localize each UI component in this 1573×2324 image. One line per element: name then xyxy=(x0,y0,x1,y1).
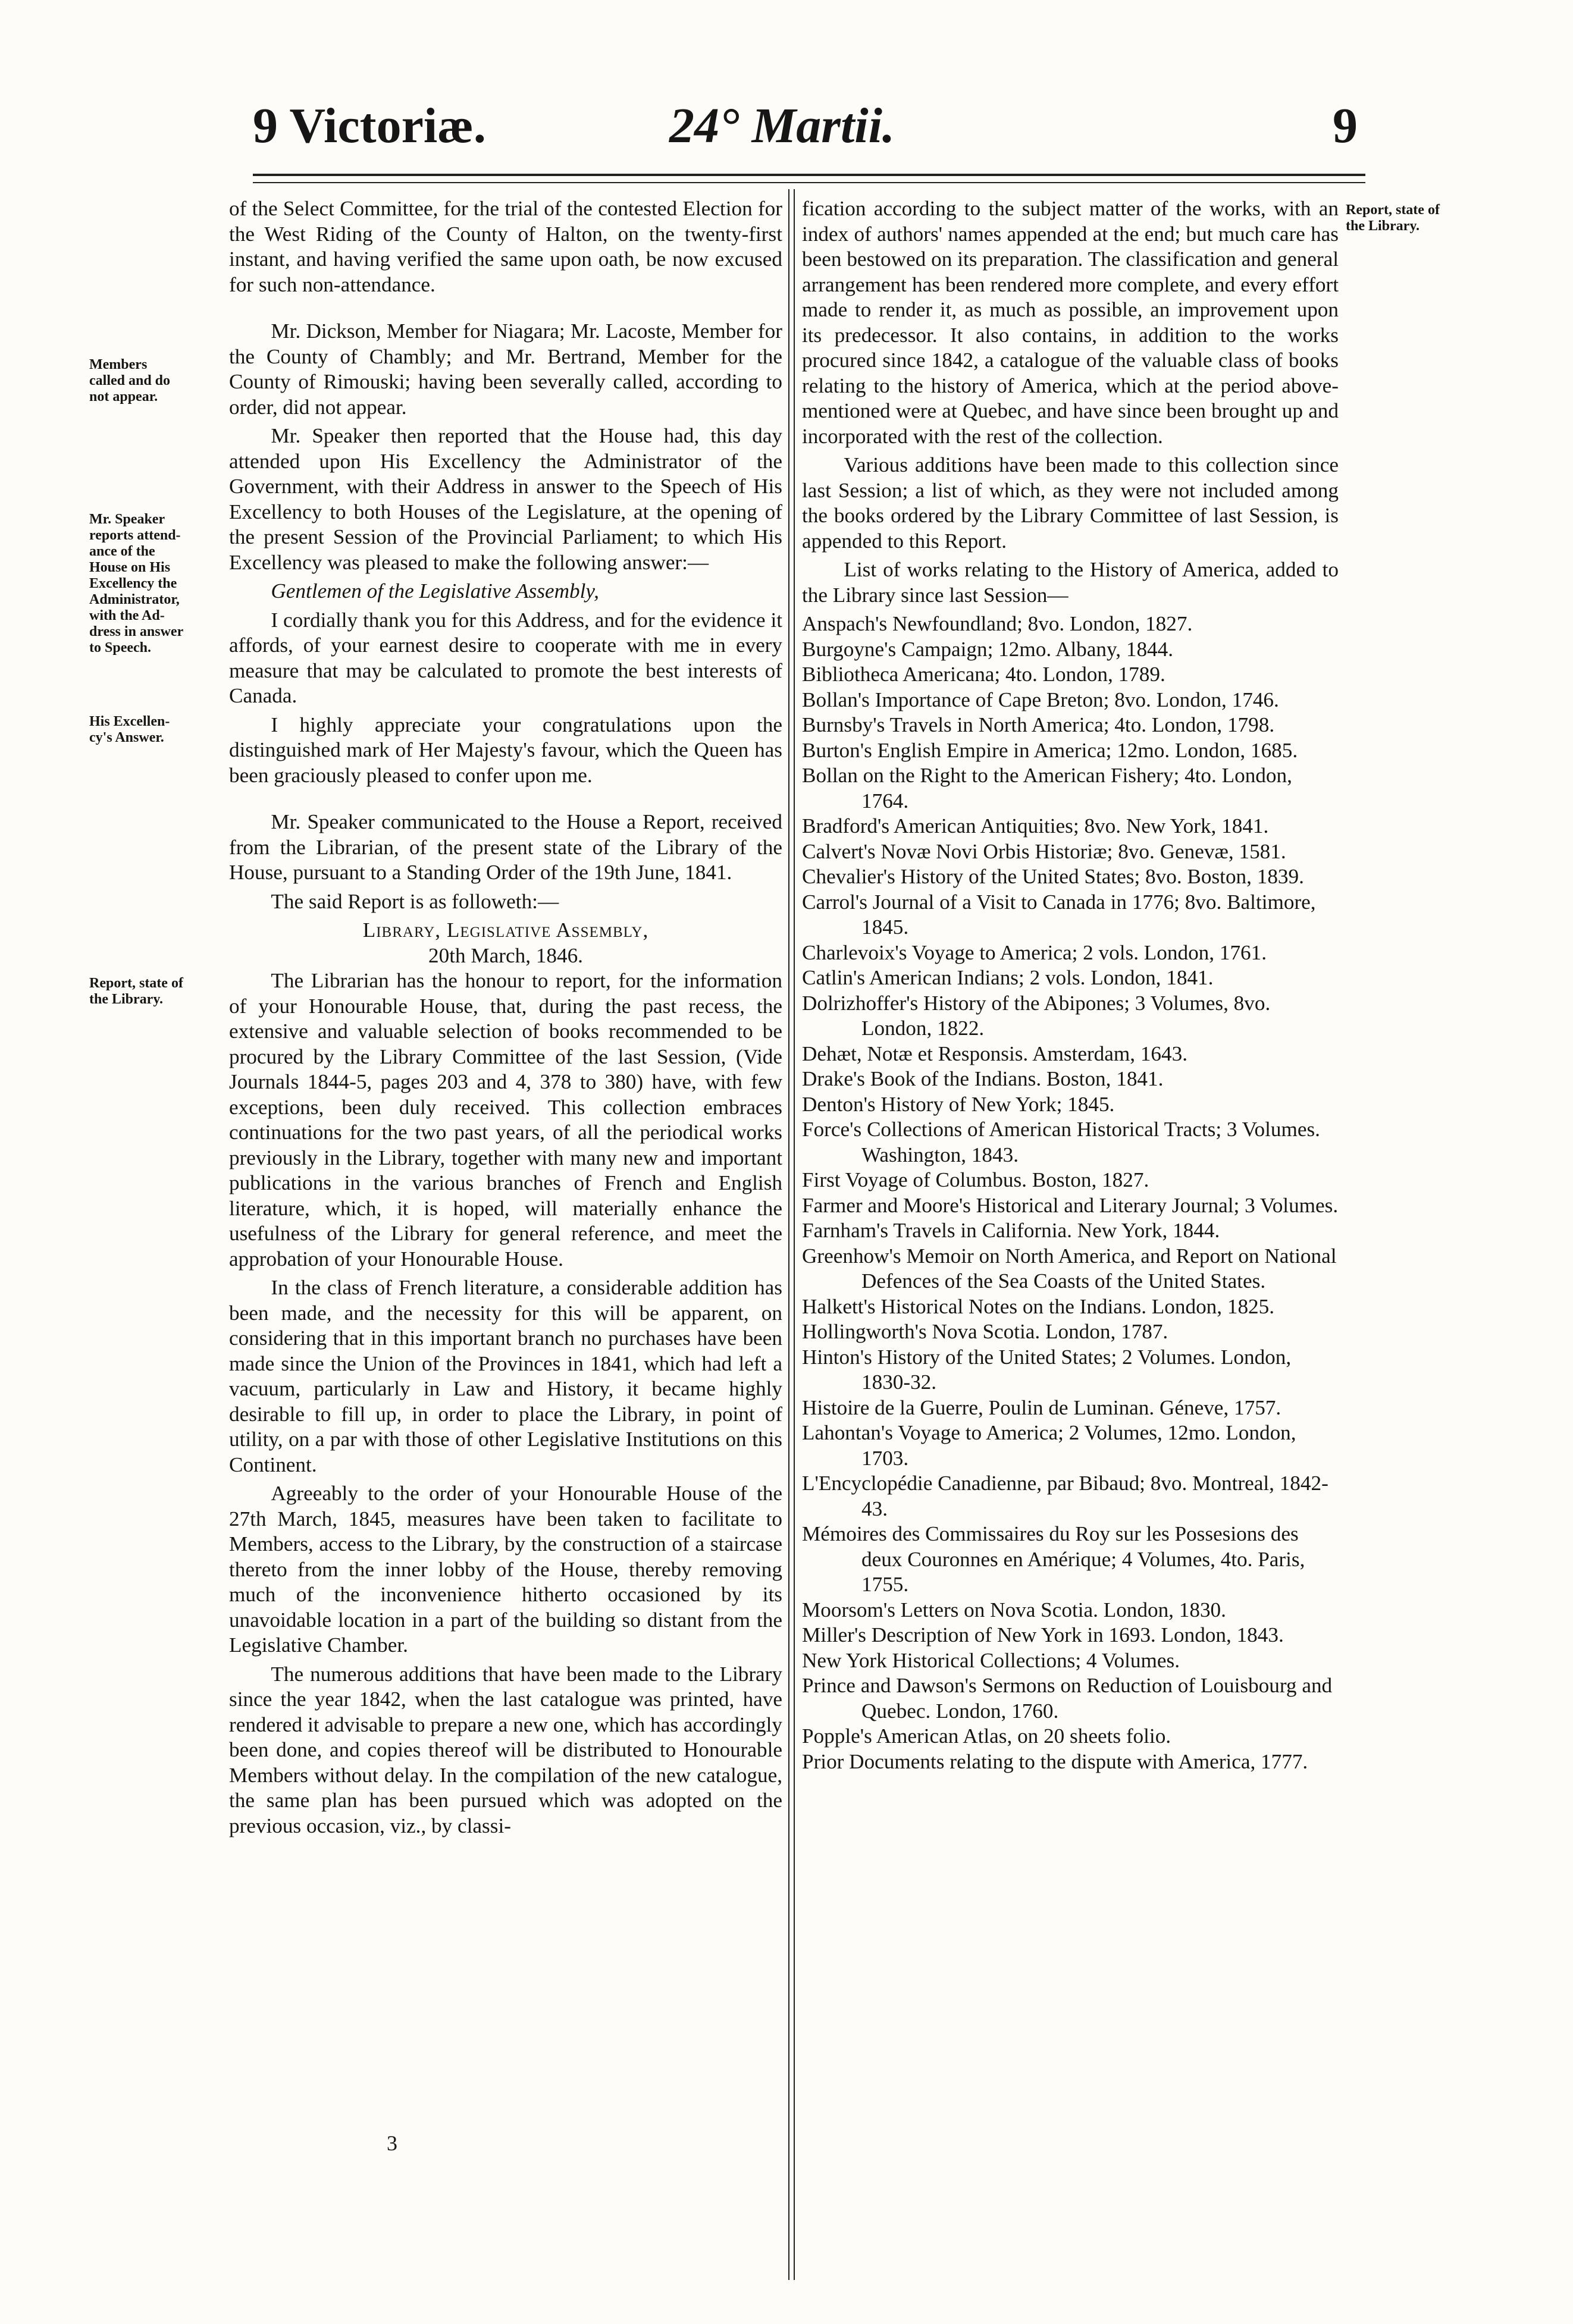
left-paragraph: Agreeably to the order of your Honourable House of the 27th March, 1845, measures have been taken to facilitate to Members, access to the Library, by the construction of a staircase thereto from the inner lobby of the House, thereby removing much of the inconvenience hitherto occasioned by its unavoidable location in a part of the building so distant from the Legislative Chamber. xyxy=(229,1482,782,1657)
running-head-date: 24° Martii. xyxy=(669,98,895,153)
book-list-item: L'Encyclopédie Canadienne, par Bibaud; 8vo. Montreal, 1842-43. xyxy=(802,1472,1328,1520)
book-list-item: Dolrizhoffer's History of the Abipones; 3 Volumes, 8vo. London, 1822. xyxy=(802,991,1271,1040)
report-date: 20th March, 1846. xyxy=(428,943,583,967)
book-list-item: Calvert's Novæ Novi Orbis Historiæ; 8vo. Genevæ, 1581. xyxy=(802,839,1286,863)
book-list-item: Burnsby's Travels in North America; 4to. London, 1798. xyxy=(802,713,1275,736)
book-list-item: Bibliotheca Americana; 4to. London, 1789. xyxy=(802,663,1165,686)
left-paragraph: of the Select Committee, for the trial of the contested Election for the West Riding of the County of Halton, on the twenty-first instant, and having verified the same upon oath, be now excused for such non-attendance. xyxy=(229,197,782,296)
left-column xyxy=(229,196,782,1842)
page-number: 9 xyxy=(1333,98,1358,153)
book-list-item: Popple's American Atlas, on 20 sheets folio. xyxy=(802,1724,1171,1748)
margin-note-answer: His Excellen- cy's Answer. xyxy=(89,714,170,745)
book-list-item: Hinton's History of the United States; 2 Volumes. London, 1830-32. xyxy=(802,1345,1292,1394)
left-paragraph: The said Report is as followeth:— xyxy=(271,889,559,913)
book-list-item: Bollan's Importance of Cape Breton; 8vo. London, 1746. xyxy=(802,688,1279,711)
book-list-item: First Voyage of Columbus. Boston, 1827. xyxy=(802,1168,1149,1191)
book-list-item: Catlin's American Indians; 2 vols. London, 1841. xyxy=(802,966,1214,989)
book-list xyxy=(802,611,1339,1774)
margin-note-speaker: Mr. Speaker reports attend- ance of the House on His Excellency the Administrator, with the Ad- dress in answer to Speech. xyxy=(89,512,184,656)
book-list-item: Drake's Book of the Indians. Boston, 1841. xyxy=(802,1067,1164,1090)
column-divider-second xyxy=(794,189,795,2280)
right-paragraph: List of works relating to the History of America, added to the Library since last Session— xyxy=(802,558,1339,607)
book-list-item: Hollingworth's Nova Scotia. London, 1787. xyxy=(802,1320,1168,1343)
left-paragraph: In the class of French literature, a considerable addition has been made, and the necessity for this will be apparent, on considering that in this important branch no purchases have been made since the Union of the Provinces in 1841, which had left a vacuum, particularly in Law and History, it became highly desirable to fill up, in order to place the Library, in point of utility, on a par with those of other Legislative Institutions on this Continent. xyxy=(229,1276,782,1476)
book-list-item: Chevalier's History of the United States; 8vo. Boston, 1839. xyxy=(802,865,1304,888)
book-list-item: Bollan on the Right to the American Fishery; 4to. London, 1764. xyxy=(802,764,1292,813)
book-list-item: Prince and Dawson's Sermons on Reduction of Louisbourg and Quebec. London, 1760. xyxy=(802,1674,1333,1723)
book-list-item: New York Historical Collections; 4 Volumes. xyxy=(802,1648,1180,1672)
book-list-item: Burton's English Empire in America; 12mo. London, 1685. xyxy=(802,738,1298,762)
left-paragraph: The numerous additions that have been made to the Library since the year 1842, when the last catalogue was printed, have rendered it advisable to prepare a new one, which has accordingly been done, and copies thereof will be distributed to Honourable Members without delay. In the compilation of the new catalogue, the same plan has been pursued which was adopted on the previous occasion, viz., by classi- xyxy=(229,1662,782,1837)
right-column xyxy=(802,196,1339,1774)
column-divider xyxy=(788,189,789,2280)
book-list-item: Anspach's Newfoundland; 8vo. London, 1827. xyxy=(802,612,1193,635)
header-rule-thin xyxy=(253,182,1365,183)
left-paragraph: Gentlemen of the Legislative Assembly, xyxy=(271,579,599,603)
book-list-item: Carrol's Journal of a Visit to Canada in 1776; 8vo. Baltimore, 1845. xyxy=(802,890,1316,939)
right-paragraph: Various additions have been made to this collection since last Session; a list of which, as they were not included among the books ordered by the Library Committee of last Session, is appended to this Report. xyxy=(802,453,1339,553)
left-paragraph: I cordially thank you for this Address, and for the evidence it affords, of your earnest desire to cooperate with me in every measure that may be calculated to promote the best interests of Canada. xyxy=(229,608,782,707)
margin-note-report: Report, state of the Library. xyxy=(89,976,183,1007)
book-list-item: Farmer and Moore's Historical and Literary Journal; 3 Volumes. xyxy=(802,1193,1339,1217)
left-paragraph: Mr. Dickson, Member for Niagara; Mr. Lacoste, Member for the County of Chambly; and Mr. Bertrand, Member for the County of Rimouski; having been severally called, according to order, did not appear. xyxy=(229,319,782,419)
book-list-item: Moorsom's Letters on Nova Scotia. London, 1830. xyxy=(802,1598,1226,1622)
book-list-item: Denton's History of New York; 1845. xyxy=(802,1092,1115,1116)
book-list-item: Halkett's Historical Notes on the Indians. London, 1825. xyxy=(802,1294,1275,1318)
book-list-item: Farnham's Travels in California. New York, 1844. xyxy=(802,1219,1220,1242)
book-list-item: Dehæt, Notæ et Responsis. Amsterdam, 1643. xyxy=(802,1042,1188,1065)
report-heading: Library, Legislative Assembly, xyxy=(362,918,649,942)
right-paragraph: fication according to the subject matter of the works, with an index of authors' names appended at the end; but much care has been bestowed on its preparation. The classification and general arrangement has been rendered more complete, and every effort made to render it, as much as possible, an improvement upon its predecessor. It also contains, in addition to the works procured since 1842, a catalogue of the valuable class of books relating to the history of America, which at the period above-mentioned were at Quebec, and have since been brought up and incorporated with the rest of the collection. xyxy=(802,197,1339,448)
book-list-item: Lahontan's Voyage to America; 2 Volumes, 12mo. London, 1703. xyxy=(802,1421,1296,1470)
book-list-item: Bradford's American Antiquities; 8vo. New York, 1841. xyxy=(802,814,1269,838)
book-list-item: Prior Documents relating to the dispute with America, 1777. xyxy=(802,1749,1308,1773)
left-paragraph: The Librarian has the honour to report, for the information of your Honourable House, that, during the past recess, the extensive and valuable selection of books recommended to be procured by the Library Committee of the last Session, (Vide Journals 1844-5, pages 203 and 4, 378 to 380) have, with few exceptions, been duly received. This collection embraces continuations for the two past years, of all the periodical works previously in the Library, together with many new and important publications in the various branches of French and English literature, which, it is hoped, will materially enhance the usefulness of the Library for general reference, and meet the approbation of your Honourable House. xyxy=(229,969,782,1271)
book-list-item: Histoire de la Guerre, Poulin de Luminan. Géneve, 1757. xyxy=(802,1395,1281,1419)
running-head-session: 9 Victoriæ. xyxy=(253,98,486,153)
book-list-item: Force's Collections of American Historical Tracts; 3 Volumes. Washington, 1843. xyxy=(802,1118,1320,1166)
left-paragraph: Mr. Speaker then reported that the House had, this day attended upon His Excellency the Administrator of the Government, with their Address in answer to the Speech of His Excellency to both Houses of the Legislature, at the opening of the present Session of the Provincial Parliament; to which His Excellency was pleased to make the following answer:— xyxy=(229,424,782,574)
header-rule xyxy=(253,174,1365,176)
book-list-item: Mémoires des Commissaires du Roy sur les Possesions des deux Couronnes en Amérique; 4 Volumes, 4to. Paris, 1755. xyxy=(802,1522,1305,1596)
left-paragraph: I highly appreciate your congratulations upon the distinguished mark of Her Majesty's favour, which the Queen has been graciously pleased to confer upon me. xyxy=(229,713,782,787)
book-list-item: Charlevoix's Voyage to America; 2 vols. London, 1761. xyxy=(802,940,1267,964)
book-list-item: Greenhow's Memoir on North America, and Report on National Defences of the Sea Coasts of the United States. xyxy=(802,1244,1337,1293)
book-list-item: Miller's Description of New York in 1693. London, 1843. xyxy=(802,1623,1284,1646)
left-paragraph: Mr. Speaker communicated to the House a Report, received from the Librarian, of the present state of the Library of the House, pursuant to a Standing Order of the 19th June, 1841. xyxy=(229,810,782,884)
margin-note-members: Members called and do not appear. xyxy=(89,357,171,404)
book-list-item: Burgoyne's Campaign; 12mo. Albany, 1844. xyxy=(802,637,1174,661)
margin-note-report-right: Report, state of the Library. xyxy=(1346,202,1440,234)
signature-mark: 3 xyxy=(387,2131,397,2155)
